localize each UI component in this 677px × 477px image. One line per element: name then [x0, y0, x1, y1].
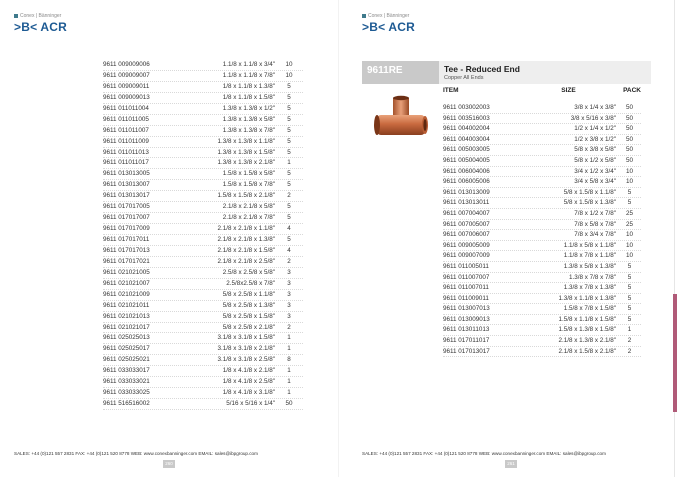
item-size: 2.1/8 x 1.5/8 x 2.1/8" — [558, 347, 616, 355]
item-pack: 8 — [287, 356, 291, 364]
item-pack: 50 — [625, 156, 633, 164]
item-pack: 3 — [287, 312, 291, 320]
item-code: 9611 033033025 — [103, 389, 150, 397]
item-pack: 1 — [627, 326, 632, 334]
item-pack: 5 — [287, 137, 291, 145]
item-code: 9611 011009011 — [443, 294, 489, 302]
item-code: 9611 003002003 — [443, 104, 490, 111]
table-row — [103, 148, 303, 159]
item-code: 9611 017013017 — [443, 347, 490, 355]
item-size: 2.5/8 x 2.5/8 x 5/8" — [222, 268, 275, 276]
item-code: 9611 017017009 — [103, 225, 150, 233]
item-size: 1/8 x 1.1/8 x 1.5/8" — [222, 93, 275, 101]
item-pack: 5 — [627, 188, 632, 196]
item-pack: 10 — [625, 178, 633, 186]
item-pack: 5 — [287, 148, 291, 156]
item-size: 1.3/8 x 1.3/8 x 1.5/8" — [217, 148, 275, 156]
table-column-headers — [443, 87, 641, 97]
item-code: 9611 033033021 — [103, 378, 150, 386]
table-row — [103, 180, 303, 191]
table-row — [103, 224, 303, 235]
table-row — [103, 377, 303, 388]
item-code: 9611 004003004 — [443, 135, 490, 143]
item-code: 9611 516516002 — [103, 400, 150, 408]
item-size: 1/8 x 4.1/8 x 2.5/8" — [222, 378, 275, 386]
item-pack: 50 — [625, 125, 633, 133]
table-row — [443, 241, 641, 252]
item-code: 9611 013011013 — [443, 326, 490, 334]
item-pack: 2 — [287, 323, 291, 331]
table-row — [443, 294, 641, 305]
item-pack: 50 — [625, 135, 633, 143]
item-code: 9611 009009006 — [103, 61, 150, 68]
table-row — [443, 304, 641, 315]
table-row — [443, 103, 641, 114]
table-row — [443, 251, 641, 262]
logo-main-text: >B< ACR — [14, 20, 67, 34]
table-row — [443, 220, 641, 231]
item-size: 1.5/8 x 1.5/8 x 7/8" — [222, 181, 275, 189]
table-row — [103, 126, 303, 137]
item-size: 1.3/8 x 1.3/8 x 2.1/8" — [217, 159, 275, 167]
item-size: 1.3/8 x 5/8 x 1.3/8" — [563, 262, 616, 270]
item-size: 1.3/8 x 1.3/8 x 1.1/8" — [217, 137, 275, 145]
table-row — [103, 235, 303, 246]
item-pack: 1 — [287, 159, 291, 167]
item-size: 5/8 x 1/2 x 5/8" — [574, 156, 616, 164]
section-tab-marker — [673, 294, 677, 412]
item-code: 9611 021021009 — [103, 290, 150, 298]
page-spine — [338, 0, 339, 477]
item-pack: 5 — [627, 199, 632, 207]
item-pack: 5 — [287, 82, 291, 90]
item-code: 9611 006005006 — [443, 178, 490, 186]
copper-tee-image — [372, 95, 430, 145]
item-code: 9611 021021011 — [103, 301, 150, 309]
item-pack: 25 — [625, 220, 633, 228]
item-size: 3.1/8 x 3.1/8 x 1.5/8" — [217, 334, 275, 342]
item-code: 9611 009009007 — [103, 71, 150, 79]
item-pack: 5 — [287, 181, 291, 189]
item-size: 1/8 x 4.1/8 x 2.1/8" — [222, 367, 275, 375]
table-row — [103, 158, 303, 169]
item-size: 7/8 x 5/8 x 7/8" — [574, 220, 616, 228]
table-row — [443, 325, 641, 336]
item-code: 9611 013013009 — [443, 188, 490, 196]
item-pack: 5 — [627, 284, 632, 292]
table-row — [103, 366, 303, 377]
table-row — [103, 115, 303, 126]
footer-contact-right: SALES: +44 (0)121 557 2831 FAX: +44 (0)121 520 8778 WEB: www.conexbanninger.com EMAIL: sales@ibpgroup.com — [362, 451, 606, 456]
item-code: 9611 025025013 — [103, 334, 150, 342]
item-pack: 5 — [627, 273, 632, 281]
table-row — [103, 202, 303, 213]
item-size: 5/8 x 3/8 x 5/8" — [574, 146, 616, 154]
table-row — [443, 156, 641, 167]
table-row — [443, 262, 641, 273]
brand-logo-right — [362, 13, 415, 34]
item-size: 2.1/8 x 2.1/8 x 1.3/8" — [217, 236, 275, 243]
item-size: 7/8 x 3/4 x 7/8" — [574, 231, 616, 239]
item-code: 9611 007006007 — [443, 231, 490, 239]
item-pack: 10 — [285, 71, 293, 79]
section-header — [362, 61, 651, 84]
item-code: 9611 021021005 — [103, 268, 150, 276]
item-code: 9611 011005011 — [443, 262, 489, 270]
item-code: 9611 011011007 — [103, 126, 149, 134]
footer-contact-left: SALES: +44 (0)121 557 2831 FAX: +44 (0)121 520 8778 WEB: www.conexbanninger.com EMAIL: sales@ibpgroup.com — [14, 451, 258, 456]
item-size: 2.5/8x2.5/8 x 7/8" — [226, 279, 275, 287]
item-size: 1.5/8 x 1.5/8 x 2.1/8" — [217, 192, 275, 200]
item-code: 9611 005004005 — [443, 156, 490, 164]
item-size: 7/8 x 1/2 x 7/8" — [574, 209, 616, 217]
table-row — [443, 283, 641, 294]
item-pack: 4 — [287, 246, 291, 254]
item-size: 1.3/8 x 1.3/8 x 5/8" — [222, 115, 275, 123]
item-pack: 2 — [287, 257, 291, 265]
item-pack: 2 — [627, 347, 632, 355]
item-code: 9611 017017011 — [103, 236, 150, 243]
item-pack: 25 — [625, 209, 633, 217]
table-row — [103, 301, 303, 312]
col-header-pack: PACK — [623, 87, 641, 94]
item-pack: 5 — [287, 126, 291, 134]
item-code: 9611 006004006 — [443, 167, 490, 175]
table-row — [103, 71, 303, 82]
item-pack: 50 — [285, 400, 293, 408]
table-row — [103, 137, 303, 148]
item-pack: 10 — [285, 61, 293, 68]
item-size: 2.1/8 x 2.1/8 x 1.5/8" — [217, 246, 275, 254]
table-row — [103, 104, 303, 115]
item-pack: 10 — [625, 252, 633, 260]
item-size: 3/4 x 5/8 x 3/4" — [574, 178, 616, 186]
item-pack: 2 — [627, 337, 632, 345]
item-pack: 5 — [287, 236, 291, 243]
table-row — [443, 209, 641, 220]
item-pack: 5 — [627, 294, 632, 302]
item-size: 5/8 x 1.5/8 x 1.1/8" — [563, 188, 616, 196]
item-code: 9611 007004007 — [443, 209, 490, 217]
item-pack: 2 — [287, 192, 291, 200]
item-pack: 4 — [287, 225, 291, 233]
table-row — [103, 60, 303, 71]
table-row — [443, 347, 641, 358]
table-row — [103, 312, 303, 323]
item-size: 2.1/8 x 1.3/8 x 2.1/8" — [558, 337, 616, 345]
table-row — [103, 388, 303, 399]
item-size: 1.1/8 x 1.1/8 x 3/4" — [222, 61, 275, 68]
table-row — [443, 135, 641, 146]
item-size: 3/4 x 1/2 x 3/4" — [574, 167, 616, 175]
item-size: 5/8 x 2.5/8 x 1.1/8" — [222, 290, 275, 298]
page-number-left: 260 — [163, 460, 175, 468]
item-code: 9611 025025021 — [103, 356, 150, 364]
item-code: 9611 017017021 — [103, 257, 150, 265]
table-row — [443, 177, 641, 188]
item-size: 1/8 x 4.1/8 x 3.1/8" — [222, 389, 275, 397]
item-code: 9611 009009011 — [103, 82, 150, 90]
item-size: 2.1/8 x 2.1/8 x 5/8" — [222, 203, 275, 211]
table-row — [443, 188, 641, 199]
table-row — [443, 124, 641, 135]
item-code: 9611 021021013 — [103, 312, 150, 320]
item-code: 9611 033033017 — [103, 367, 150, 375]
item-size: 1.1/8 x 1.1/8 x 7/8" — [222, 71, 275, 79]
table-row — [443, 336, 641, 347]
table-row — [103, 355, 303, 366]
table-row — [103, 323, 303, 334]
item-code: 9611 017017007 — [103, 214, 150, 222]
item-size: 1.1/8 x 5/8 x 1.1/8" — [563, 241, 616, 249]
item-pack: 1 — [287, 389, 291, 397]
item-code: 9611 009005009 — [443, 241, 490, 249]
item-pack: 50 — [625, 146, 633, 154]
item-size: 2.1/8 x 2.1/8 x 2.5/8" — [217, 257, 275, 265]
item-pack: 3 — [287, 290, 291, 298]
col-header-item: ITEM — [443, 87, 459, 94]
item-pack: 5 — [287, 203, 291, 211]
item-pack: 10 — [625, 167, 633, 175]
item-size: 1/8 x 1.1/8 x 1.3/8" — [222, 82, 275, 90]
table-row — [443, 198, 641, 209]
table-row — [443, 273, 641, 284]
item-size: 1/2 x 1/4 x 1/2" — [574, 125, 616, 133]
item-size: 1.5/8 x 1.3/8 x 1.5/8" — [558, 326, 616, 334]
item-size: 2.1/8 x 2.1/8 x 7/8" — [222, 214, 275, 222]
item-size: 5/8 x 2.5/8 x 1.5/8" — [222, 312, 275, 320]
logo-square-icon — [362, 14, 366, 18]
item-code: 9611 011011005 — [103, 115, 149, 123]
brand-logo — [14, 13, 67, 34]
item-code: 9611 017011017 — [443, 337, 490, 345]
item-size: 3.1/8 x 3.1/8 x 2.1/8" — [217, 345, 275, 353]
table-row — [103, 82, 303, 93]
item-code: 9611 025025017 — [103, 345, 150, 353]
item-code: 9611 011011017 — [103, 159, 149, 167]
item-size: 1/2 x 3/8 x 1/2" — [574, 135, 616, 143]
item-code: 9611 013013007 — [103, 181, 150, 189]
section-subtitle: Copper All Ends — [444, 75, 484, 81]
item-size: 1.3/8 x 1.3/8 x 1/2" — [222, 104, 275, 112]
item-size: 1.1/8 x 7/8 x 1.1/8" — [563, 252, 616, 260]
item-size: 2.1/8 x 2.1/8 x 1.1/8" — [217, 225, 275, 233]
item-size: 1.5/8 x 7/8 x 1.5/8" — [563, 305, 616, 313]
section-title: Tee - Reduced End — [444, 64, 520, 74]
item-pack: 10 — [625, 241, 633, 249]
item-code: 9611 013007013 — [443, 305, 490, 313]
item-size: 3/8 x 1/4 x 3/8" — [574, 104, 616, 111]
table-row — [103, 399, 303, 410]
table-row — [103, 279, 303, 290]
item-size: 5/8 x 1.5/8 x 1.3/8" — [563, 199, 616, 207]
item-code: 9611 004002004 — [443, 125, 490, 133]
item-code: 9611 009007009 — [443, 252, 490, 260]
item-pack: 1 — [287, 345, 291, 353]
item-pack: 5 — [627, 262, 632, 270]
item-code: 9611 021021017 — [103, 323, 150, 331]
item-pack: 5 — [287, 93, 291, 101]
table-row — [103, 333, 303, 344]
item-code: 9611 013013017 — [103, 192, 150, 200]
item-pack: 1 — [287, 367, 291, 375]
col-header-size: SIZE — [561, 87, 576, 94]
logo-square-icon — [14, 14, 18, 18]
table-row — [443, 230, 641, 241]
table-row — [103, 169, 303, 180]
item-pack: 50 — [625, 104, 633, 111]
item-size: 1.5/8 x 1.5/8 x 5/8" — [222, 170, 275, 178]
item-pack: 5 — [287, 115, 291, 123]
right-product-table — [443, 103, 641, 357]
item-code: 9611 007005007 — [443, 220, 490, 228]
item-code: 9611 003516003 — [443, 114, 490, 122]
table-row — [103, 290, 303, 301]
item-size: 3/8 x 5/16 x 3/8" — [570, 114, 616, 122]
item-pack: 5 — [627, 315, 632, 323]
table-row — [103, 213, 303, 224]
item-pack: 5 — [287, 170, 291, 178]
table-row — [443, 145, 641, 156]
item-code: 9611 011011004 — [103, 104, 149, 112]
table-row — [103, 268, 303, 279]
item-pack: 5 — [287, 104, 291, 112]
table-row — [103, 344, 303, 355]
item-pack: 5 — [627, 305, 632, 313]
item-size: 1.3/8 x 7/8 x 1.3/8" — [563, 284, 616, 292]
table-row — [103, 246, 303, 257]
table-row — [443, 114, 641, 125]
item-code: 9611 011007007 — [443, 273, 490, 281]
item-code: 9611 011011013 — [103, 148, 149, 156]
page-number-right: 261 — [505, 460, 517, 468]
item-pack: 1 — [287, 334, 291, 342]
table-row — [103, 257, 303, 268]
item-size: 5/8 x 2.5/8 x 1.3/8" — [222, 301, 275, 309]
logo-small-text: Conex | Bänninger — [20, 13, 62, 19]
item-code: 9611 017017013 — [103, 246, 150, 254]
logo-main-text: >B< ACR — [362, 20, 415, 34]
item-pack: 10 — [625, 231, 633, 239]
table-row — [443, 167, 641, 178]
item-size: 5/16 x 5/16 x 1/4" — [226, 400, 275, 408]
item-pack: 5 — [287, 214, 291, 222]
item-code: 9611 013009013 — [443, 315, 490, 323]
item-size: 1.3/8 x 1.1/8 x 1.3/8" — [558, 294, 616, 302]
item-size: 1.5/8 x 1.1/8 x 1.5/8" — [558, 315, 616, 323]
item-code: 9611 013013005 — [103, 170, 150, 178]
table-row — [103, 93, 303, 104]
item-pack: 3 — [287, 279, 291, 287]
table-row — [103, 191, 303, 202]
item-size: 5/8 x 2.5/8 x 2.1/8" — [222, 323, 275, 331]
item-code: 9611 005003005 — [443, 146, 490, 154]
item-size: 1.3/8 x 1.3/8 x 7/8" — [222, 126, 275, 134]
item-code: 9611 011007011 — [443, 284, 489, 292]
item-size: 3.1/8 x 3.1/8 x 2.5/8" — [217, 356, 275, 364]
section-code: 9611RE — [362, 61, 439, 84]
item-code: 9611 021021007 — [103, 279, 150, 287]
item-pack: 50 — [625, 114, 633, 122]
item-size: 1.3/8 x 7/8 x 7/8" — [568, 273, 616, 281]
item-code: 9611 013013011 — [443, 199, 490, 207]
table-row — [443, 315, 641, 326]
item-pack: 3 — [287, 301, 291, 309]
item-pack: 3 — [287, 268, 291, 276]
left-product-table — [103, 60, 303, 410]
item-code: 9611 009009013 — [103, 93, 150, 101]
item-code: 9611 011011009 — [103, 137, 149, 145]
logo-small-text: Conex | Bänninger — [368, 13, 410, 19]
item-code: 9611 017017005 — [103, 203, 150, 211]
item-pack: 1 — [287, 378, 291, 386]
